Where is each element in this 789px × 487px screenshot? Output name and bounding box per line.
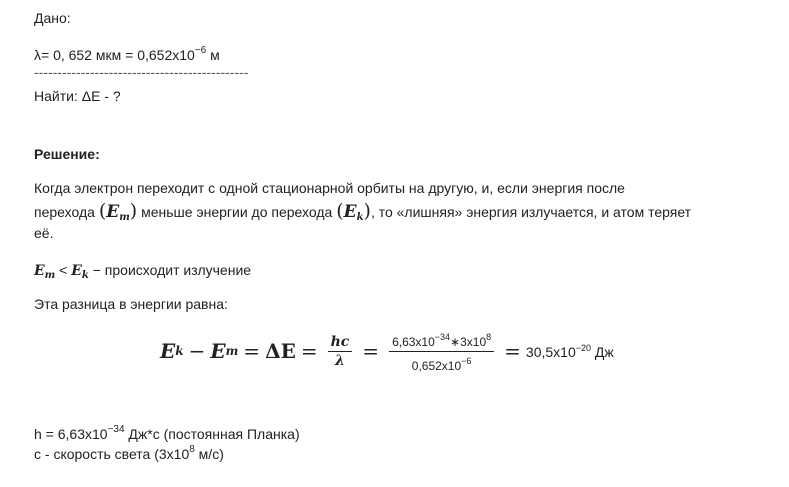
paragraph-line-3: её. <box>34 225 54 241</box>
planck-exp: −34 <box>107 424 125 435</box>
light-pre: с - скорость света (3х10 <box>34 446 190 462</box>
condition-ek: E <box>71 263 82 279</box>
paragraph-text-b: меньше энергии до перехода <box>137 204 337 220</box>
condition-line <box>34 262 251 281</box>
num-b-exp: 8 <box>486 331 492 342</box>
formula-eq-4: = <box>504 339 521 363</box>
den-value: 0,652х10 <box>411 358 462 373</box>
difference-line: Эта разница в энергии равна: <box>34 296 228 312</box>
formula-delta-e: ΔE <box>265 339 296 363</box>
separator: ---------------------------------------------- <box>34 64 249 80</box>
energy-ek: E <box>343 202 357 222</box>
condition-sub-m: m <box>44 270 56 281</box>
subscript-m: m <box>119 212 130 223</box>
find-line: Найти: ΔЕ - ? <box>34 88 121 104</box>
planck-pre: h = 6,63х10 <box>34 426 108 442</box>
formula-eq-3: = <box>362 339 380 363</box>
energy-formula <box>160 326 614 376</box>
result-unit: Дж <box>591 343 614 360</box>
planck-line <box>34 424 300 442</box>
fraction-denominator <box>409 352 475 375</box>
formula-minus: − <box>188 339 206 363</box>
condition-em: E <box>34 263 45 279</box>
fraction-lambda: λ <box>335 352 345 369</box>
formula-ek: E <box>160 339 176 363</box>
planck-post: Дж*с (постоянная Планка) <box>124 426 300 442</box>
formula-em: E <box>210 339 226 363</box>
light-post: м/с) <box>194 446 224 462</box>
condition-sub-k: k <box>81 270 89 281</box>
den-exp: −6 <box>461 355 472 366</box>
formula-eq-2: = <box>300 339 318 363</box>
paren-open: ( <box>98 200 107 222</box>
fraction-hc-lambda <box>328 333 353 370</box>
fraction-hc: hc <box>330 333 350 350</box>
formula-eq-1: = <box>243 339 261 363</box>
formula-sub-m: m <box>225 344 239 358</box>
lambda-unit: м <box>206 47 220 63</box>
solution-heading: Решение: <box>34 146 100 162</box>
light-exp: 8 <box>189 444 195 455</box>
result-exp: −20 <box>575 342 592 353</box>
paren-close-2: ) <box>363 200 371 222</box>
lambda-line <box>34 45 220 63</box>
formula-result <box>526 343 614 360</box>
lambda-exponent: −6 <box>194 45 207 56</box>
lambda-text: λ= 0, 652 мкм = 0,652х10 <box>34 47 195 63</box>
paragraph-text-a: перехода <box>34 204 99 220</box>
fraction-numerator <box>389 328 494 351</box>
num-a-exp: −34 <box>434 331 451 342</box>
formula-sub-k: k <box>175 344 184 358</box>
paren-open-2: ( <box>336 200 344 222</box>
given-heading: Дано: <box>34 10 71 26</box>
result-value: 30,5х10 <box>525 343 576 360</box>
energy-em: E <box>106 202 120 222</box>
paragraph-text-c: , то «лишняя» энергия излучается, и атом теряет <box>370 204 692 220</box>
subscript-k: k <box>356 212 364 223</box>
num-a: 6,63х10 <box>392 334 435 349</box>
fraction-numeric <box>389 328 494 375</box>
less-than: < <box>55 262 72 278</box>
condition-text: − происходит излучение <box>88 262 252 278</box>
light-speed-line <box>34 444 224 462</box>
num-b: ∗3х10 <box>450 334 487 349</box>
paragraph-line-2 <box>34 200 691 223</box>
paragraph-line-1: Когда электрон переходит с одной стационарной орбиты на другую, и, если энергия после <box>34 180 625 196</box>
paren-close: ) <box>129 200 138 222</box>
